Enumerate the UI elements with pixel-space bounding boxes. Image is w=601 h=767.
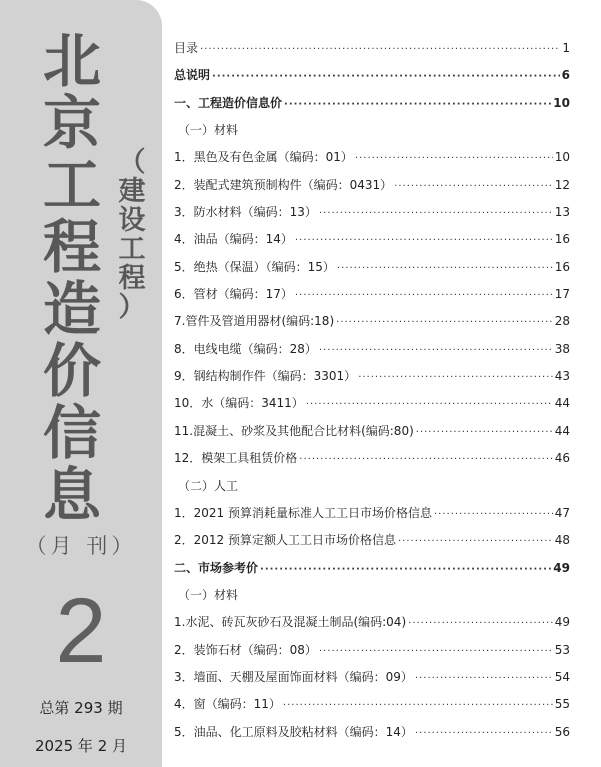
toc-entry-title: 6．管材（编码：17） [174, 287, 293, 302]
subtitle-char: （ [118, 147, 146, 178]
toc-entry[interactable] [174, 390, 570, 417]
toc-entry-title: 1.水泥、砖瓦灰砂石及混凝土制品(编码:04) [174, 615, 407, 630]
toc-page-number: 44 [554, 396, 570, 411]
toc-leader-dots [299, 446, 552, 473]
toc-entry-title: 5．油品、化工原料及胶粘材料（编码：14） [174, 724, 413, 739]
toc-entry-title: （二）人工 [178, 478, 239, 493]
toc-leader-dots [336, 309, 553, 336]
subtitle-char: ） [118, 292, 146, 323]
toc-entry-title: 4．窗（编码：11） [174, 697, 281, 712]
toc-entry-title: 3．墙面、天棚及屋面饰面材料（编码：09） [174, 669, 413, 684]
title-char: 北 [42, 27, 101, 95]
toc-entry[interactable] [174, 308, 570, 335]
toc-page-number: 16 [554, 232, 570, 247]
publication-date: 2025 年 2 月 [34, 737, 128, 755]
toc-entry[interactable] [174, 281, 570, 308]
toc-leader-dots [319, 337, 553, 364]
toc-entry-title: 二、市场参考价 [174, 560, 259, 575]
toc-entry[interactable] [174, 555, 570, 582]
toc-page-number: 47 [554, 505, 570, 520]
toc-entry-title: 一、工程造价信息价 [174, 95, 283, 110]
toc-entry-title: 12．模架工具租赁价格 [174, 451, 298, 466]
toc-entry[interactable] [174, 144, 570, 171]
toc-page-number: 54 [554, 669, 570, 684]
toc-entry-title: （一）材料 [178, 123, 239, 138]
title-char: 工 [42, 151, 101, 219]
toc-leader-dots [295, 282, 553, 309]
toc-leader-dots [415, 720, 553, 747]
toc-entry[interactable] [174, 254, 570, 281]
subtitle-char: 工 [118, 234, 146, 265]
toc-entry[interactable] [174, 582, 570, 609]
title-char: 京 [42, 89, 101, 157]
toc-page-number: 38 [554, 341, 570, 356]
toc-entry[interactable] [174, 336, 570, 363]
title-char: 信 [42, 399, 101, 467]
monthly-label: （月 刊） [25, 534, 137, 558]
toc-leader-dots [416, 419, 553, 446]
toc-leader-dots [295, 227, 553, 254]
toc-entry[interactable] [174, 226, 570, 253]
toc-entry[interactable] [174, 664, 570, 691]
toc-leader-dots [212, 63, 560, 90]
toc-entry[interactable] [174, 363, 570, 390]
toc-entry[interactable] [174, 172, 570, 199]
toc-page-number: 16 [554, 259, 570, 274]
toc-entry[interactable] [174, 117, 570, 144]
toc-leader-dots [319, 200, 553, 227]
toc-entry-title: 5．绝热（保温）（编码：15） [174, 259, 335, 274]
toc-entry-title: 2．装配式建筑预制构件（编码：0431） [174, 177, 393, 192]
toc-entry[interactable] [174, 637, 570, 664]
toc-entry-title: 10．水（编码：3411） [174, 396, 304, 411]
toc-page-number: 6 [561, 68, 570, 83]
toc-entry-title: 目录 [174, 41, 199, 55]
toc-leader-dots [283, 692, 553, 719]
journal-subtitle [112, 148, 152, 322]
toc-page-number: 48 [554, 533, 570, 548]
toc-page-number: 43 [554, 369, 570, 384]
toc-page-number: 17 [554, 287, 570, 302]
table-of-contents [174, 35, 570, 746]
toc-page-number: 13 [554, 205, 570, 220]
toc-entry-title: 8．电线电缆（编码：28） [174, 341, 317, 356]
toc-page-number: 49 [554, 615, 570, 630]
title-char: 息 [42, 461, 101, 529]
toc-leader-dots [408, 610, 553, 637]
toc-leader-dots [358, 364, 553, 391]
toc-page-number: 56 [554, 724, 570, 739]
subtitle-char: 设 [118, 205, 146, 236]
toc-entry[interactable] [174, 199, 570, 226]
toc-leader-dots [319, 638, 553, 665]
toc-page-number: 44 [554, 423, 570, 438]
title-char: 程 [42, 213, 101, 281]
toc-entry-title: 11.混凝土、砂浆及其他配合比材料(编码:80) [174, 423, 414, 438]
toc-leader-dots [355, 145, 553, 172]
toc-leader-dots [394, 173, 553, 200]
toc-leader-dots [284, 91, 551, 118]
subtitle-char: 建 [118, 176, 146, 207]
toc-entry[interactable] [174, 35, 570, 62]
toc-entry-title: 总说明 [174, 68, 211, 83]
title-char: 价 [42, 337, 101, 405]
toc-page-number: 28 [554, 314, 570, 329]
toc-entry[interactable] [174, 90, 570, 117]
toc-page-number: 53 [554, 642, 570, 657]
toc-leader-dots [260, 556, 551, 583]
toc-page-number: 55 [554, 697, 570, 712]
toc-entry-title: （一）材料 [178, 587, 239, 602]
cover-sidebar [0, 0, 162, 767]
toc-entry-title: 2．装饰石材（编码：08） [174, 642, 317, 657]
toc-entry-title: 7.管件及管道用器材(编码:18) [174, 314, 335, 329]
journal-title [32, 27, 112, 529]
toc-leader-dots [200, 36, 560, 63]
total-issue-label: 总第 293 期 [39, 699, 123, 717]
toc-page-number: 12 [554, 177, 570, 192]
toc-entry[interactable] [174, 500, 570, 527]
toc-entry[interactable] [174, 418, 570, 445]
subtitle-char: 程 [118, 263, 146, 294]
toc-page-number: 49 [553, 560, 570, 575]
toc-entry-title: 2．2012 预算定额人工工日市场价格信息 [174, 533, 396, 548]
toc-page-number: 46 [554, 451, 570, 466]
issue-number: 2 [55, 580, 107, 682]
toc-entry-title: 9．钢结构制作件（编码：3301） [174, 369, 357, 384]
toc-entry-title: 3．防水材料（编码：13） [174, 205, 317, 220]
toc-leader-dots [337, 255, 553, 282]
toc-entry[interactable] [174, 445, 570, 472]
toc-leader-dots [415, 665, 553, 692]
title-char: 造 [42, 275, 101, 343]
toc-leader-dots [398, 528, 553, 555]
toc-page-number: 10 [554, 150, 570, 165]
toc-page-number: 10 [553, 95, 570, 110]
toc-entry[interactable] [174, 62, 570, 89]
toc-entry-title: 1．2021 预算消耗量标准人工工日市场价格信息 [174, 505, 432, 520]
toc-leader-dots [434, 501, 553, 528]
toc-page-number: 1 [562, 41, 570, 55]
toc-entry-title: 4．油品（编码：14） [174, 232, 293, 247]
toc-leader-dots [306, 391, 553, 418]
toc-entry[interactable] [174, 691, 570, 718]
toc-entry[interactable] [174, 719, 570, 746]
toc-entry[interactable] [174, 473, 570, 500]
toc-entry-title: 1．黑色及有色金属（编码：01） [174, 150, 353, 165]
toc-entry[interactable] [174, 609, 570, 636]
toc-entry[interactable] [174, 527, 570, 554]
